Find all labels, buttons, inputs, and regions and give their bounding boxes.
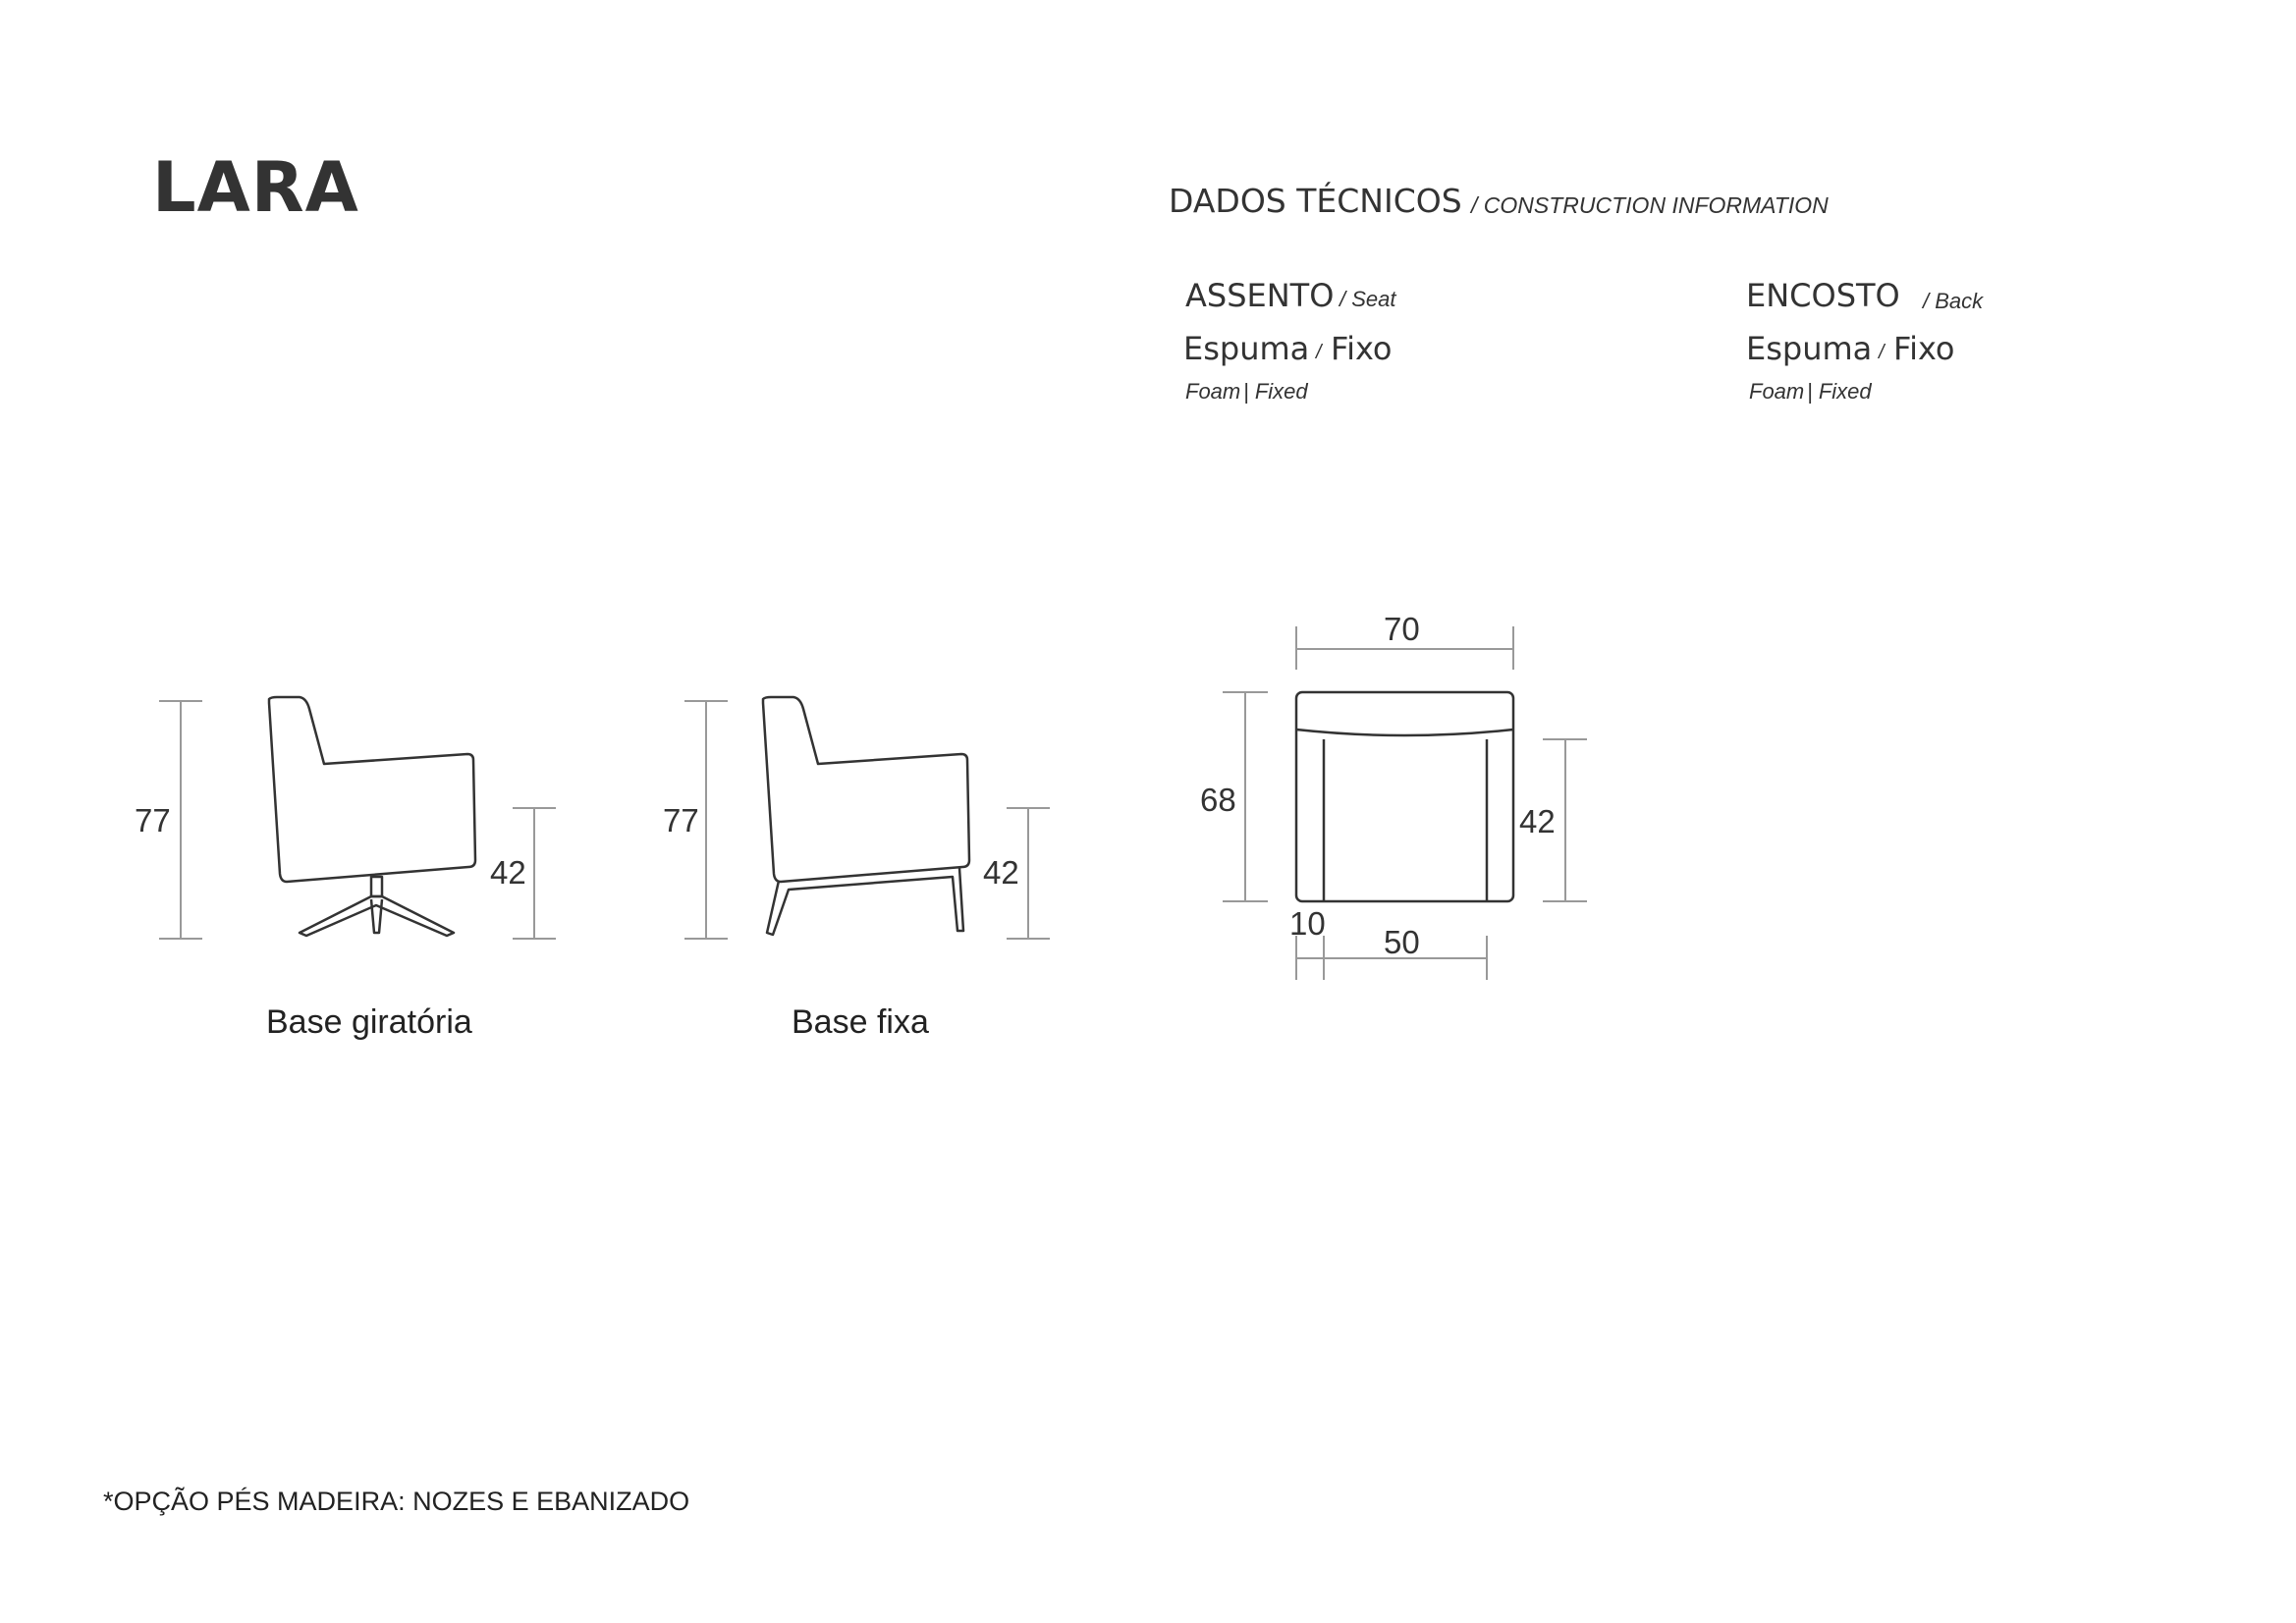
top-depth-label: 68 xyxy=(1200,782,1236,818)
seat-material-en: Foam xyxy=(1185,379,1241,404)
back-separator: / xyxy=(1879,342,1885,363)
fixed-height-label: 77 xyxy=(663,802,699,839)
swivel-seat-height-label: 42 xyxy=(490,854,526,891)
product-title: LARA xyxy=(152,147,359,228)
seat-material: Espuma xyxy=(1183,330,1310,367)
seat-type-en: | Fixed xyxy=(1243,379,1308,404)
fixed-seat-height-label: 42 xyxy=(983,854,1019,891)
back-material: Espuma xyxy=(1746,330,1873,367)
top-width-label: 70 xyxy=(1384,611,1420,647)
top-seat-depth-label: 42 xyxy=(1519,803,1556,839)
back-label-en: / Back xyxy=(1923,289,1984,313)
back-type: Fixo xyxy=(1893,330,1955,367)
swivel-base-caption: Base giratória xyxy=(266,1003,472,1041)
seat-type: Fixo xyxy=(1331,330,1393,367)
seat-label: ASSENTO xyxy=(1185,277,1335,314)
back-label: ENCOSTO xyxy=(1746,277,1900,314)
fixed-chair-drawing xyxy=(763,697,969,935)
seat-separator: / xyxy=(1316,342,1322,363)
section-subtitle: / CONSTRUCTION INFORMATION xyxy=(1471,192,1829,218)
swivel-height-label: 77 xyxy=(135,802,171,839)
top-seat-width-label: 50 xyxy=(1384,924,1420,960)
back-material-en: Foam xyxy=(1749,379,1805,404)
back-type-en: | Fixed xyxy=(1807,379,1872,404)
top-arm-label: 10 xyxy=(1289,905,1326,942)
section-title: DADOS TÉCNICOS xyxy=(1169,182,1462,220)
footnote: *OPÇÃO PÉS MADEIRA: NOZES E EBANIZADO xyxy=(103,1487,690,1516)
fixed-base-caption: Base fixa xyxy=(792,1003,929,1041)
seat-label-en: / Seat xyxy=(1339,287,1396,311)
swivel-chair-drawing xyxy=(269,697,475,936)
top-view-drawing xyxy=(1296,692,1513,901)
